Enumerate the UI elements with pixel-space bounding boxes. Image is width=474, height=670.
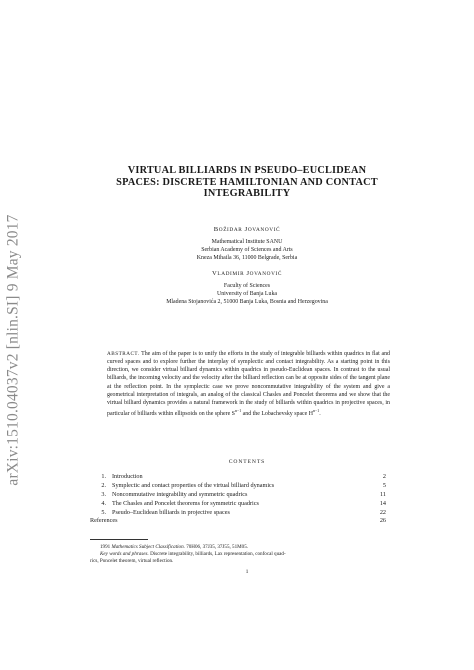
- abstract-label: ABSTRACT.: [107, 351, 140, 357]
- toc-item[interactable]: 5. Pseudo–Euclidean billiards in projective spaces 22: [101, 508, 386, 516]
- title-line: SPACES: DISCRETE HAMILTONIAN AND CONTACT: [116, 176, 378, 188]
- arxiv-identifier: arXiv:1510.04037v2 [nlin.SI] 9 May 2017: [5, 214, 22, 486]
- toc-item[interactable]: 4. The Chasles and Poncelet theorems for symmetric quadrics 14: [101, 499, 386, 507]
- table-of-contents: [90, 473, 386, 526]
- footnote-rule: [90, 539, 148, 540]
- author-name: BOŽIDAR JOVANOVIĆ: [213, 226, 281, 233]
- author-affiliation: Mathematical Institute SANU Serbian Academy of Sciences and Arts Kneza Mihaila 36, 11000 Belgrade, Serbia: [196, 239, 298, 262]
- abstract: ABSTRACT. The aim of the paper is to unify the efforts in the study of integrable billiards within quadrics in flat and curved spaces and to explore further the interplay of symplectic and contact integrability. As a starting point in this direction, we consider virtual billiard dynamics within quadrics in pseudo-Euclidean spaces. In contrast to the usual billiards, the incoming velocity and the velocity after the billiard reflection can be at opposite sides of the tangent plane at the reflection point. In the symplectic case we prove noncommutative integrability of the system and give a geometrical interpretation of integrals, an analog of the classical Chasles and Poncelet theorems and we show that the virtual billiard dynamics provides a natural framework in the study of billiards within quadrics in projective spaces, in particular of billiards within ellipsoids on the sphere $S^{n-1}$ and the Lobachevsky space $H^{n-1}$.: [107, 351, 390, 418]
- footnote-keywords: Key words and phrases. Discrete integrability, billiards, Lax representation, confocal quad- rics, Poncelet theorem, virtual reflection.: [90, 551, 286, 564]
- title-line: VIRTUAL BILLIARDS IN PSEUDO–EUCLIDEAN: [127, 165, 367, 176]
- toc-item[interactable]: 2. Symplectic and contact properties of the virtual billiard dynamics 5: [101, 481, 386, 489]
- toc-references[interactable]: References 26: [90, 517, 386, 525]
- toc-item[interactable]: 1. Introduction 2: [101, 473, 386, 480]
- title-line: INTEGRABILITY: [203, 188, 291, 199]
- arxiv-identifier-stamp: [3, 190, 25, 510]
- author-name: VLADIMIR JOVANOVIĆ: [211, 270, 283, 277]
- paper-title: [60, 165, 434, 200]
- page-number: 1: [245, 569, 249, 575]
- footnote-msc: 1991 Mathematics Subject Classification. 70H06, 37J35, 37J55, 51M05.: [100, 544, 249, 550]
- toc-item[interactable]: 3. Noncommutative integrability and symmetric quadrics 11: [101, 490, 386, 498]
- author-affiliation: Faculty of Sciences University of Banja Luka Mladena Stojanovića 2, 51000 Banja Luka, Bosnia and Herzegovina: [166, 283, 328, 306]
- contents-heading: CONTENTS: [228, 459, 266, 465]
- abstract-text: The aim of the paper is to unify the efforts in the study of integrable billiards within quadrics in flat and curved spaces and to explore further the interplay of symplectic and contact integrability. As a starting point in this direction, we consider virtual billiard dynamics within quadrics in pseudo-Euclidean spaces. In contrast to the usual billiards, the incoming velocity and the velocity after the billiard reflection can be at opposite sides of the tangent plane at the reflection point. In the symplectic case we prove noncommutative integrability of the system and give a geometrical interpretation of integrals, an analog of the classical Chasles and Poncelet theorems and we show that the virtual billiard dynamics provides a natural framework in the study of billiards within quadrics in projective spaces, in particular of billiards within ellipsoids on the sphere S: [107, 351, 390, 418]
